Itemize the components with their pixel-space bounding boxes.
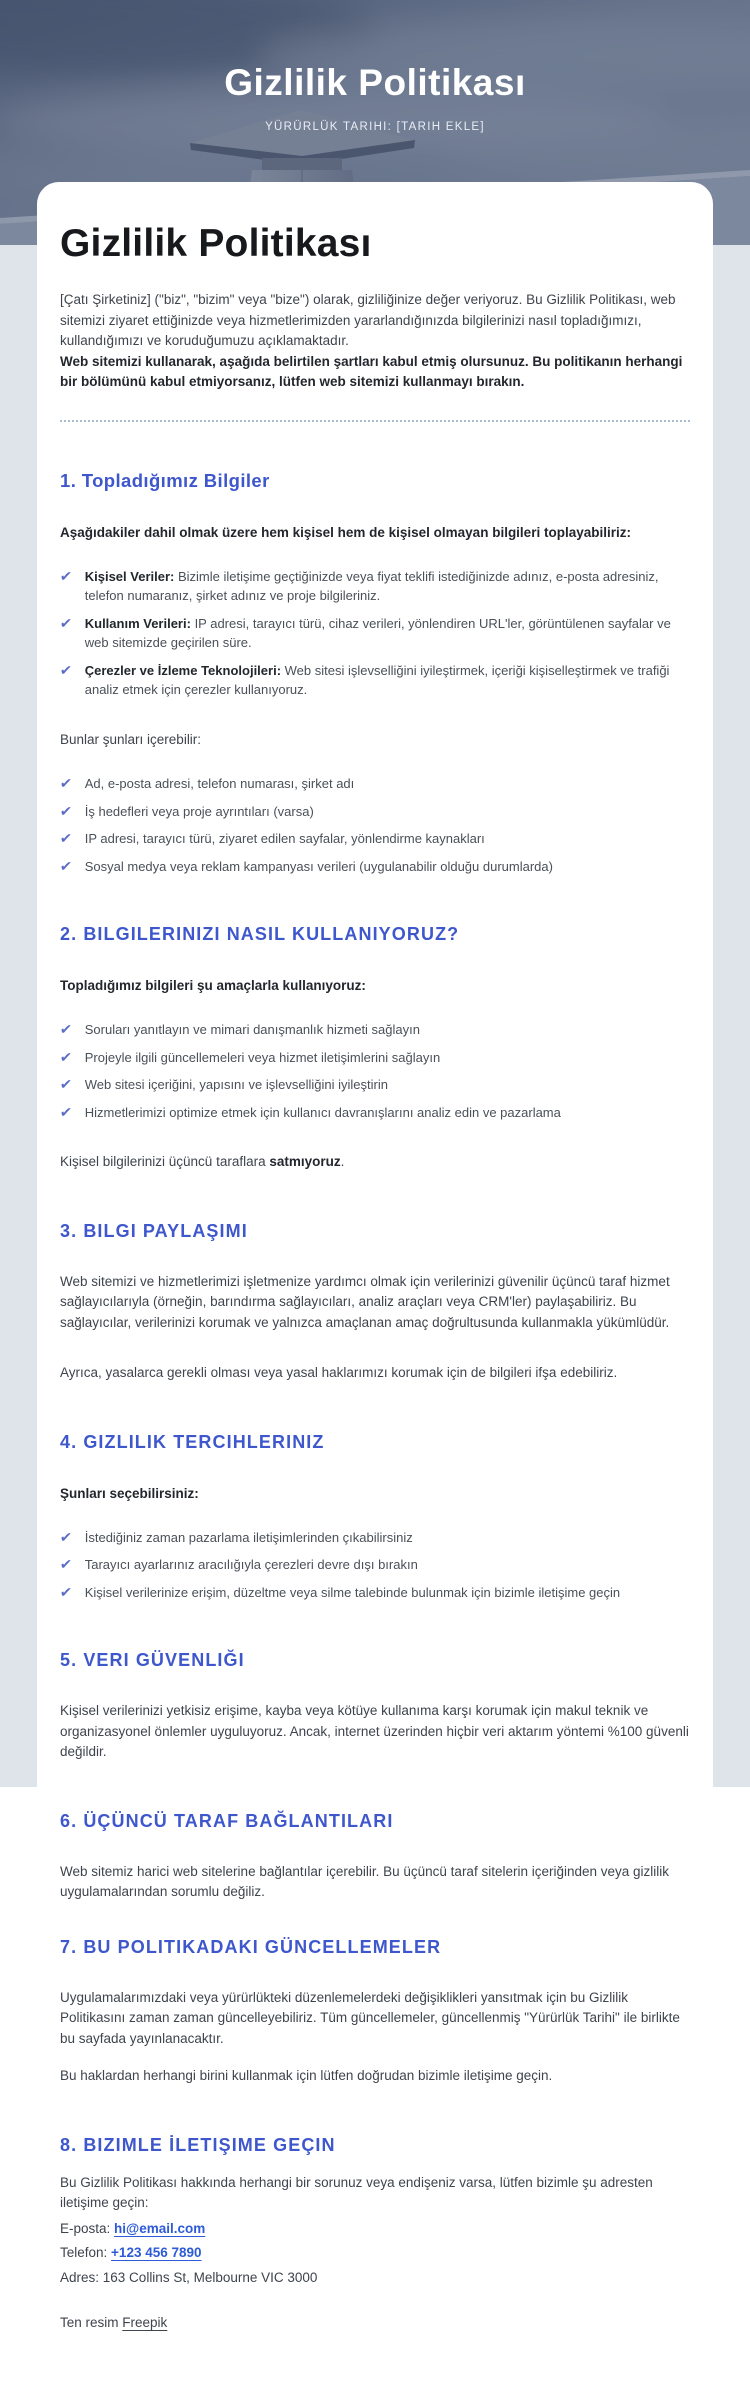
checklist-item: [60, 567, 690, 606]
checklist-item-text: Kişisel Veriler: Bizimle iletişime geçtiğinizde veya fiyat teklifi istediğinizde adınız, e-posta adresiniz, telefon numaranız, şirket adınız ve proje bilgileriniz.: [84, 568, 659, 603]
image-credit: Ten resim Freepik: [60, 2315, 168, 2330]
paragraph: [60, 1152, 690, 1173]
intro-terms-paragraph: Web sitemizi kullanarak, aşağıda belirtilen şartları kabul etmiş olursunuz. Bu politikanın herhangi bir bölümünü kabul etmiyorsanız, lütfen web sitemizi kullanmayı bırakın.: [60, 353, 683, 389]
checklist: [60, 1020, 690, 1122]
paragraph: Bunlar şunları içerebilir:: [60, 731, 202, 747]
sections-container: [60, 470, 690, 2331]
text-run: Kişisel bilgilerinizi üçüncü taraflara: [60, 1154, 270, 1169]
checklist: [60, 567, 690, 700]
section-heading: 3. BILGI PAYLAŞIMI: [60, 1220, 248, 1241]
policy-card: [37, 182, 713, 2390]
checklist-item: [60, 774, 690, 794]
section-heading: 4. GIZLILIK TERCIHLERINIZ: [60, 1431, 325, 1452]
checklist-item: [60, 1555, 690, 1575]
section-bizimle-iletisime-gecin: [60, 2135, 690, 2331]
paragraph: Web sitemizi ve hizmetlerimizi işletmenize yardımcı olmak için verilerinizi güvenilir üçüncü taraf hizmet sağlayıcılarıyla (örneğin, barındırma sağlayıcıları, analiz araçları veya CRM'ler) paylaşabiliriz. Bu sağlayıcılar, verilerinizi korumak ve yalnızca amaçlanan amaç doğrultusunda kullanmakla yükümlüdür.: [60, 1273, 670, 1330]
checklist-item-text: Ad, e-posta adresi, telefon numarası, şirket adı: [84, 776, 355, 791]
hero-title: Gizlilik Politikası: [224, 62, 526, 103]
section-bilgilerinizi-nasil-kullaniyoruz: [60, 924, 690, 1173]
checklist-item: [60, 857, 690, 877]
checklist-item: [60, 829, 690, 849]
checklist-item: [60, 1048, 690, 1068]
phone-link[interactable]: +123 456 7890: [111, 2245, 202, 2260]
paragraph: Bu Gizlilik Politikası hakkında herhangi bir sorunuz veya endişeniz varsa, lütfen bizimle şu adresten iletişime geçin:: [60, 2174, 653, 2210]
checkmark-icon: ✔: [59, 614, 73, 631]
hero-effective-date: YÜRÜRLÜK TARIHI: [TARIH EKLE]: [265, 121, 485, 133]
checklist-item-label: Çerezler ve İzleme Teknolojileri:: [84, 662, 285, 678]
paragraph: Ayrıca, yasalarca gerekli olması veya yasal haklarımızı korumak için de bilgileri ifşa edebiliriz.: [60, 1365, 618, 1380]
checklist-item: [60, 802, 690, 822]
section-heading: 2. BILGILERINIZI NASIL KULLANIYORUZ?: [60, 924, 460, 944]
paragraph: Web sitemiz harici web sitelerine bağlantılar içerebilir. Bu üçüncü taraf sitelerin içeriğinden veya gizlilik uygulamalarından sorumlu değiliz.: [60, 1863, 670, 1899]
section-heading: 1. Topladığımız Bilgiler: [60, 469, 270, 491]
checkmark-icon: ✔: [59, 661, 73, 678]
checklist-item-text: Kullanım Verileri: IP adresi, tarayıcı türü, cihaz verileri, yönlendiren URL'ler, görüntülenen sayfalar ve web sitemizde geçirilen süre.: [84, 615, 671, 650]
checklist-item-text: İş hedefleri veya proje ayrıntıları (varsa): [84, 803, 314, 819]
checklist-item-text: Çerezler ve İzleme Teknolojileri: Web sitesi işlevselliğini iyileştirmek, içeriği kişiselleştirmek ve trafiği analiz etmek için çerezler kullanıyoruz.: [84, 662, 670, 697]
checklist-item: [60, 1103, 690, 1123]
text-run: .: [340, 1154, 345, 1169]
checkmark-icon: ✔: [59, 1103, 73, 1120]
contact-label: Adres:: [60, 2269, 103, 2285]
section-heading: 8. BIZIMLE İLETIŞIME GEÇIN: [60, 2134, 336, 2155]
checklist: [60, 1528, 690, 1603]
section-bu-politikadaki-guncellemeler: [60, 1937, 690, 2087]
address-text: 163 Collins St, Melbourne VIC 3000: [102, 2269, 318, 2285]
checkmark-icon: ✔: [59, 1556, 73, 1572]
section-heading: 5. VERI GÜVENLIĞI: [60, 1650, 245, 1670]
checkmark-icon: ✔: [59, 830, 73, 846]
checklist-item-text: Web sitesi içeriğini, yapısını ve işlevselliğini iyileştirin: [84, 1077, 388, 1092]
checklist: [60, 774, 690, 876]
checklist-item: [60, 614, 690, 653]
checkmark-icon: ✔: [59, 1528, 73, 1545]
section-topladigimiz-bilgiler: [60, 470, 690, 877]
contact-label: Telefon:: [60, 2245, 112, 2260]
contact-label: E-posta:: [60, 2220, 115, 2236]
checklist-item-text: Kişisel verilerinize erişim, düzeltme veya silme talebinde bulunmak için bizimle iletişime geçin: [84, 1584, 621, 1600]
email-link[interactable]: hi@email.com: [114, 2220, 206, 2236]
section-gizlilik-tercihleriniz: [60, 1432, 690, 1603]
checkmark-icon: ✔: [59, 802, 73, 819]
contact-row: [60, 2268, 690, 2288]
lead-text: Topladığımız bilgileri şu amaçlarla kullanıyoruz:: [60, 978, 366, 993]
lead-text: Aşağıdakiler dahil olmak üzere hem kişisel hem de kişisel olmayan bilgileri toplayabiliriz:: [60, 524, 631, 540]
checklist-item-label: Kişisel Veriler:: [84, 568, 178, 584]
lead-text: Şunları seçebilirsiniz:: [60, 1485, 199, 1501]
emphasized-text: satmıyoruz: [269, 1154, 341, 1169]
checklist-item: [60, 1583, 690, 1603]
checklist-item-text: Hizmetlerimizi optimize etmek için kullanıcı davranışlarını analiz edin ve pazarlama: [84, 1104, 561, 1120]
paragraph: Kişisel verilerinizi yetkisiz erişime, kayba veya kötüye kullanıma karşı korumak için makul teknik ve organizasyonel önlemler uyguluyoruz. Ancak, internet üzerinden hiçbir veri aktarım yöntemi %100 güvenli değildir.: [60, 1703, 689, 1759]
checklist-item: [60, 1528, 690, 1548]
checkmark-icon: ✔: [59, 1076, 73, 1092]
checkmark-icon: ✔: [59, 1048, 73, 1065]
checklist-item: [60, 661, 690, 700]
paragraph: Uygulamalarımızdaki veya yürürlükteki düzenlemelerdeki değişiklikleri yansıtmak için bu Gizlilik Politikasını zaman zaman güncelleyebiliriz. Tüm güncellemeler, güncellenmiş "Yürürlük Tarihi" ile birlikte bu sayfada yayınlanacaktır.: [60, 1989, 680, 2046]
intro-paragraph: [Çatı Şirketiniz] ("biz", "bizim" veya "bize") olarak, gizliliğinize değer veriyoruz. Bu Gizlilik Politikası, web sitemizi ziyaret ettiğinizde veya hizmetlerimizden yararlandığınızda bilgilerinizi nasıl topladığımızı, kullandığımızı ve koruduğumuzu açıklamaktadır.: [60, 292, 676, 348]
checklist-item-text: IP adresi, tarayıcı türü, ziyaret edilen sayfalar, yönlendirme kaynakları: [84, 831, 485, 846]
checkmark-icon: ✔: [59, 857, 73, 874]
paragraph: Bu haklardan herhangi birini kullanmak için lütfen doğrudan bizimle iletişime geçin.: [60, 2068, 553, 2083]
checklist-item-text: Projeyle ilgili güncellemeleri veya hizmet iletişimlerini sağlayın: [84, 1049, 441, 1065]
checklist-item: [60, 1075, 690, 1095]
contact-row: [60, 2243, 690, 2263]
section-bilgi-paylasimi: [60, 1221, 690, 1384]
checklist-item-text: İstediğiniz zaman pazarlama iletişimlerinden çıkabilirsiniz: [84, 1529, 413, 1545]
checkmark-icon: ✔: [59, 775, 73, 791]
freepik-link[interactable]: Freepik: [122, 2315, 168, 2330]
document-title: Gizlilik Politikası: [60, 222, 372, 265]
section-heading: 6. ÜÇÜNCÜ TARAF BAĞLANTILARI: [60, 1810, 394, 1831]
section-ucuncu-taraf-baglantilari: [60, 1811, 690, 1903]
checkmark-icon: ✔: [59, 567, 73, 584]
checkmark-icon: ✔: [59, 1583, 73, 1600]
checklist-item: [60, 1020, 690, 1040]
section-veri-guvenligi: [60, 1650, 690, 1763]
dotted-divider: [60, 420, 690, 422]
checklist-item-text: Sosyal medya veya reklam kampanyası verileri (uygulanabilir olduğu durumlarda): [84, 858, 553, 874]
checkmark-icon: ✔: [59, 1021, 73, 1037]
checklist-item-text: Tarayıcı ayarlarınız aracılığıyla çerezleri devre dışı bırakın: [84, 1557, 418, 1572]
checklist-item-label: Kullanım Verileri:: [84, 615, 195, 631]
section-heading: 7. BU POLITIKADAKI GÜNCELLEMELER: [60, 1936, 442, 1957]
checklist-item-text: Soruları yanıtlayın ve mimari danışmanlık hizmeti sağlayın: [84, 1022, 420, 1037]
contact-row: [60, 2219, 690, 2239]
